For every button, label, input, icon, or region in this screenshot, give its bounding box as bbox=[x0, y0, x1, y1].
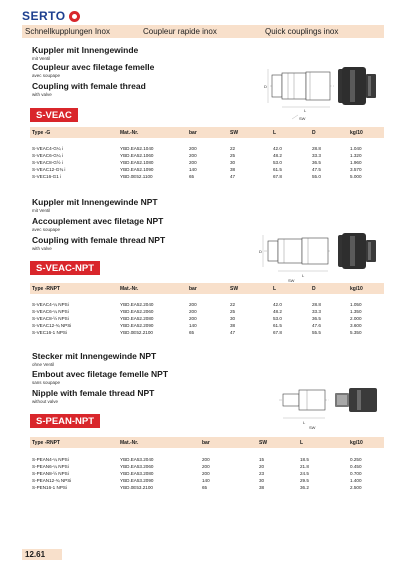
cell-mat-nr: YBD.EA52.1040 bbox=[120, 146, 154, 151]
cell-type: S-PEAN4-¼ NPSi bbox=[32, 457, 69, 462]
col-weight: kg/10 bbox=[350, 286, 363, 292]
col-type: Type -G bbox=[32, 130, 51, 136]
cell-weight: 1.040 bbox=[350, 146, 362, 151]
col-type: Type -RNPT bbox=[32, 286, 60, 292]
section2-badge: S-VEAC-NPT bbox=[30, 261, 100, 275]
cell-l: 24.5 bbox=[300, 471, 309, 476]
section1-sub-fr: avec soupape bbox=[32, 73, 61, 78]
cell-sw: 30 bbox=[230, 316, 236, 321]
cell-l: 48.2 bbox=[273, 153, 282, 158]
col-type: Type -RNPT bbox=[32, 440, 60, 446]
section3-sub-fr: sans soupape bbox=[32, 380, 61, 385]
cell-l: 48.2 bbox=[273, 309, 282, 314]
col-weight: kg/10 bbox=[350, 440, 363, 446]
cell-mat-nr: YBD.0E52.1100 bbox=[120, 174, 153, 179]
table-row bbox=[30, 301, 384, 308]
col-sw: SW bbox=[230, 130, 239, 136]
cell-bar: 65 bbox=[202, 485, 208, 490]
col-mat-nr: Mat.-Nr. bbox=[120, 440, 139, 446]
cell-l: 36.2 bbox=[300, 485, 309, 490]
section1-title-en: Coupling with female thread bbox=[32, 81, 146, 91]
cell-mat-nr: YBD.EA53.2060 bbox=[120, 464, 154, 469]
cell-mat-nr: YBD.0E52.2100 bbox=[120, 330, 153, 335]
cell-type: S-VEC16-1 NPSi bbox=[32, 330, 67, 335]
section3-sub-en: without valve bbox=[32, 399, 59, 404]
table-row bbox=[30, 329, 384, 336]
cell-d: 33.3 bbox=[312, 153, 321, 158]
cell-type: S-VEAC4-¼ NPSi bbox=[32, 302, 69, 307]
cell-weight: 3.570 bbox=[350, 167, 362, 172]
cell-bar: 65 bbox=[189, 174, 195, 179]
section3-title-fr: Embout avec filetage femelle NPT bbox=[32, 369, 169, 379]
cell-l: 29.5 bbox=[300, 478, 309, 483]
cell-sw: 38 bbox=[230, 323, 236, 328]
cell-type: S-PEAN12-¾ NPSi bbox=[32, 478, 72, 483]
cell-mat-nr: YBD.EA52.2060 bbox=[120, 309, 154, 314]
col-bar: bar bbox=[189, 286, 197, 292]
cell-weight: 5.350 bbox=[350, 330, 362, 335]
section2-sub-de: mit Ventil bbox=[32, 208, 51, 213]
cell-type: S-PEAN6-¼ NPSi bbox=[32, 464, 69, 469]
table-row bbox=[30, 145, 384, 152]
cell-sw: 20 bbox=[259, 464, 265, 469]
col-mat-nr: Mat.-Nr. bbox=[120, 130, 139, 136]
cell-l: 18.5 bbox=[300, 457, 309, 462]
section1-badge: S-VEAC bbox=[30, 108, 78, 122]
table-body bbox=[30, 301, 384, 336]
table-header bbox=[30, 437, 384, 448]
cell-weight: 2.000 bbox=[350, 316, 362, 321]
col-d: D bbox=[312, 286, 316, 292]
cell-mat-nr: YBD.EA52.2080 bbox=[120, 316, 154, 321]
table-row bbox=[30, 456, 384, 463]
cell-bar: 200 bbox=[202, 471, 210, 476]
cell-type: S-VEAC6-G¼ i bbox=[32, 153, 63, 158]
cell-sw: 25 bbox=[230, 153, 236, 158]
section2-table bbox=[30, 283, 384, 336]
cell-bar: 200 bbox=[189, 160, 197, 165]
cell-l: 67.8 bbox=[273, 174, 282, 179]
section2-title-de: Kuppler mit Innengewinde NPT bbox=[32, 197, 158, 207]
col-d: D bbox=[312, 130, 316, 136]
logo-circle-icon bbox=[69, 11, 80, 22]
section3-title-en: Nipple with female thread NPT bbox=[32, 388, 155, 398]
col-sw: SW bbox=[259, 440, 268, 446]
section2-title-fr: Accouplement avec filetage NPT bbox=[32, 216, 164, 226]
cell-mat-nr: YBD.EA52.2090 bbox=[120, 323, 154, 328]
cell-mat-nr: YBD.0E53.2100 bbox=[120, 485, 153, 490]
cell-sw: 15 bbox=[259, 457, 265, 462]
section3-product-drawing bbox=[275, 380, 383, 430]
cell-d: 55.0 bbox=[312, 174, 321, 179]
cell-mat-nr: YBD.EA53.2040 bbox=[120, 457, 154, 462]
cell-type: S-VEAC12-¾ NPSi bbox=[32, 323, 72, 328]
coupling-drawing-icon bbox=[262, 57, 382, 129]
table-row bbox=[30, 308, 384, 315]
cell-mat-nr: YBD.EA52.1080 bbox=[120, 160, 154, 165]
col-bar: bar bbox=[189, 130, 197, 136]
cell-l: 53.0 bbox=[273, 316, 282, 321]
col-l: L bbox=[273, 130, 277, 136]
header-bar bbox=[22, 25, 384, 38]
sw-dimension-label: SW bbox=[299, 116, 306, 121]
logo-text: SERTO bbox=[22, 9, 66, 23]
sw-dimension-label: SW bbox=[309, 425, 316, 430]
cell-d: 55.5 bbox=[312, 330, 321, 335]
section2-sub-en: with valve bbox=[32, 246, 52, 251]
cell-d: 28.8 bbox=[312, 302, 321, 307]
col-weight: kg/10 bbox=[350, 130, 363, 136]
table-row bbox=[30, 484, 384, 491]
col-sw: SW bbox=[230, 286, 239, 292]
cell-type: S-VEAC8-G½ i bbox=[32, 160, 63, 165]
section1-sub-en: with valve bbox=[32, 92, 52, 97]
cell-sw: 38 bbox=[230, 167, 236, 172]
cell-bar: 140 bbox=[189, 323, 197, 328]
col-bar: bar bbox=[202, 440, 210, 446]
section2-title-en: Coupling with female thread NPT bbox=[32, 235, 166, 245]
table-row bbox=[30, 463, 384, 470]
cell-mat-nr: YBD.EA53.2080 bbox=[120, 471, 154, 476]
header-en: Quick couplings inox bbox=[265, 27, 339, 36]
cell-sw: 47 bbox=[230, 330, 236, 335]
cell-weight: 3.600 bbox=[350, 323, 362, 328]
table-row bbox=[30, 315, 384, 322]
col-mat-nr: Mat.-Nr. bbox=[120, 286, 139, 292]
d-dimension-label: D bbox=[259, 249, 262, 254]
cell-mat-nr: YBD.EA52.2040 bbox=[120, 302, 154, 307]
coupling-npt-drawing-icon bbox=[258, 227, 382, 285]
table-row bbox=[30, 322, 384, 329]
section3-badge: S-PEAN-NPT bbox=[30, 414, 100, 428]
cell-sw: 30 bbox=[230, 160, 236, 165]
cell-bar: 200 bbox=[202, 464, 210, 469]
cell-d: 47.5 bbox=[312, 167, 321, 172]
cell-mat-nr: YBD.EA52.1090 bbox=[120, 167, 154, 172]
cell-weight: 2.500 bbox=[350, 485, 362, 490]
cell-bar: 65 bbox=[189, 330, 195, 335]
cell-type: S-VEAC6-¼ NPSi bbox=[32, 309, 69, 314]
page-number: 12.61 bbox=[22, 549, 62, 560]
cell-l: 21.8 bbox=[300, 464, 309, 469]
cell-type: S-PEAN8-½ NPSi bbox=[32, 471, 69, 476]
cell-type: S-PEN16-1 NPSi bbox=[32, 485, 67, 490]
section2-product-drawing bbox=[258, 227, 382, 285]
table-body bbox=[30, 456, 384, 491]
cell-bar: 200 bbox=[189, 316, 197, 321]
section1-title-fr: Coupleur avec filetage femelle bbox=[32, 62, 155, 72]
table-row bbox=[30, 470, 384, 477]
cell-bar: 200 bbox=[189, 309, 197, 314]
cell-mat-nr: YBD.EA52.1060 bbox=[120, 153, 154, 158]
cell-l: 61.5 bbox=[273, 167, 282, 172]
cell-sw: 22 bbox=[230, 146, 236, 151]
cell-bar: 140 bbox=[202, 478, 210, 483]
cell-weight: 0.250 bbox=[350, 457, 362, 462]
table-row bbox=[30, 166, 384, 173]
l-dimension-label: L bbox=[302, 273, 305, 278]
cell-sw: 23 bbox=[259, 471, 265, 476]
l-dimension-label: L bbox=[304, 108, 307, 113]
table-header bbox=[30, 127, 384, 138]
cell-l: 42.0 bbox=[273, 146, 282, 151]
table-row bbox=[30, 159, 384, 166]
col-l: L bbox=[273, 286, 277, 292]
cell-weight: 0.700 bbox=[350, 471, 362, 476]
cell-d: 36.5 bbox=[312, 160, 321, 165]
table-row bbox=[30, 173, 384, 180]
cell-sw: 25 bbox=[230, 309, 236, 314]
cell-weight: 1.960 bbox=[350, 160, 362, 165]
cell-type: S-VEAC8-½ NPSi bbox=[32, 316, 69, 321]
cell-sw: 38 bbox=[259, 485, 265, 490]
col-l: L bbox=[300, 440, 304, 446]
d-dimension-label: D bbox=[264, 84, 267, 89]
cell-l: 53.0 bbox=[273, 160, 282, 165]
table-row bbox=[30, 152, 384, 159]
cell-bar: 140 bbox=[189, 167, 197, 172]
cell-l: 42.0 bbox=[273, 302, 282, 307]
cell-weight: 1.400 bbox=[350, 478, 362, 483]
cell-d: 28.8 bbox=[312, 146, 321, 151]
table-header bbox=[30, 283, 384, 294]
cell-bar: 200 bbox=[189, 302, 197, 307]
cell-type: S-VEAC12-G¾ i bbox=[32, 167, 66, 172]
section1-product-drawing bbox=[262, 57, 382, 129]
table-row bbox=[30, 477, 384, 484]
cell-weight: 0.450 bbox=[350, 464, 362, 469]
section2-sub-fr: avec soupape bbox=[32, 227, 61, 232]
cell-weight: 1.320 bbox=[350, 153, 362, 158]
section3-sub-de: ohne Ventil bbox=[32, 362, 55, 367]
cell-weight: 1.050 bbox=[350, 302, 362, 307]
section3-table bbox=[30, 437, 384, 491]
cell-l: 61.5 bbox=[273, 323, 282, 328]
cell-d: 47.6 bbox=[312, 323, 321, 328]
serto-logo bbox=[22, 9, 80, 23]
nipple-drawing-icon bbox=[275, 380, 383, 430]
cell-bar: 200 bbox=[189, 146, 197, 151]
cell-weight: 1.350 bbox=[350, 309, 362, 314]
section1-table bbox=[30, 127, 384, 180]
cell-l: 67.8 bbox=[273, 330, 282, 335]
section1-sub-de: mit Ventil bbox=[32, 56, 51, 61]
cell-weight: 5.000 bbox=[350, 174, 362, 179]
sw-dimension-label: SW bbox=[288, 278, 295, 283]
cell-d: 33.3 bbox=[312, 309, 321, 314]
cell-bar: 200 bbox=[202, 457, 210, 462]
cell-sw: 30 bbox=[259, 478, 265, 483]
cell-mat-nr: YBD.EA53.2090 bbox=[120, 478, 154, 483]
cell-sw: 22 bbox=[230, 302, 236, 307]
cell-sw: 47 bbox=[230, 174, 236, 179]
section3-title-de: Stecker mit Innengewinde NPT bbox=[32, 351, 157, 361]
header-fr: Coupleur rapide inox bbox=[143, 27, 217, 36]
cell-d: 36.5 bbox=[312, 316, 321, 321]
cell-type: S-VEAC4-G¼ i bbox=[32, 146, 63, 151]
section1-title-de: Kuppler mit Innengewinde bbox=[32, 45, 139, 55]
cell-type: S-VEC16-G1 i bbox=[32, 174, 62, 179]
l-dimension-label: L bbox=[303, 420, 306, 425]
table-body bbox=[30, 145, 384, 180]
cell-bar: 200 bbox=[189, 153, 197, 158]
header-de: Schnellkupplungen Inox bbox=[25, 27, 110, 36]
